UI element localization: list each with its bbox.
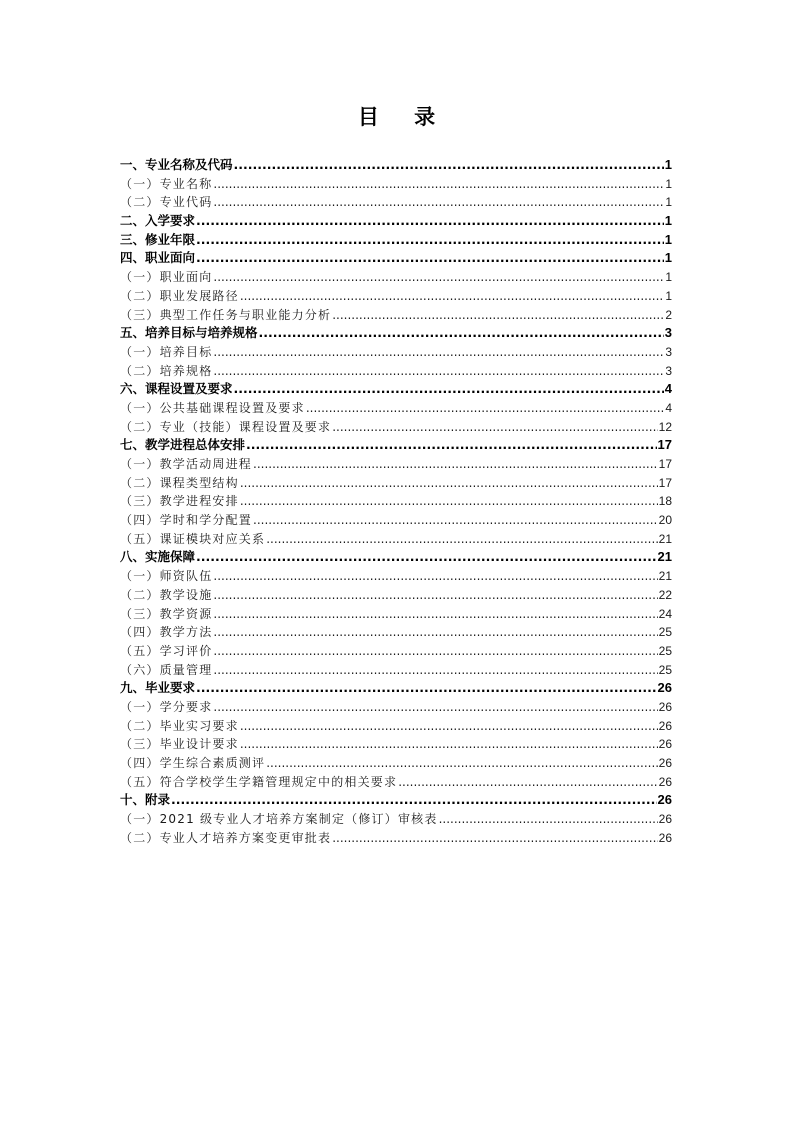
toc-section-entry[interactable] — [120, 343, 672, 362]
toc-entry-label: （三）教学进程安排 — [120, 494, 239, 509]
toc-dot-leader — [196, 679, 657, 698]
toc-section-entry[interactable] — [120, 399, 672, 418]
toc-entry-label: （一）职业面向 — [120, 270, 213, 285]
toc-page-number: 17 — [658, 457, 672, 471]
toc-dot-leader — [213, 661, 657, 680]
toc-dot-leader — [253, 511, 658, 530]
toc-entry-label: （一）专业名称 — [120, 176, 213, 191]
toc-section-entry[interactable] — [120, 567, 672, 586]
toc-page-number: 2 — [665, 307, 672, 322]
toc-entry-label: （三）教学资源 — [120, 606, 213, 621]
toc-dot-leader — [213, 193, 664, 212]
toc-dot-leader — [234, 380, 664, 399]
toc-page-number: 21 — [657, 549, 672, 565]
toc-dot-leader — [240, 287, 665, 306]
toc-section-entry[interactable] — [120, 511, 672, 530]
toc-entry-label: （二）职业发展路径 — [120, 288, 239, 303]
toc-section-entry[interactable] — [120, 362, 672, 381]
toc-section-entry[interactable] — [120, 810, 672, 829]
toc-entry-label: 二、入学要求 — [120, 213, 196, 229]
toc-page-number: 25 — [658, 643, 672, 658]
toc-entry-label: 九、毕业要求 — [120, 680, 196, 696]
toc-dot-leader — [196, 212, 664, 231]
toc-page-number: 26 — [657, 680, 672, 696]
toc-page-number: 26 — [658, 812, 672, 827]
toc-dot-leader — [332, 829, 657, 848]
toc-entry-label: （六）质量管理 — [120, 662, 213, 677]
toc-page-number: 4 — [665, 400, 672, 415]
toc-dot-leader — [240, 735, 658, 754]
toc-page-number: 26 — [657, 792, 672, 808]
toc-entry-label: （二）课程类型结构 — [120, 475, 239, 490]
toc-entry-label: （五）课证模块对应关系 — [120, 531, 266, 546]
toc-dot-leader — [266, 530, 657, 549]
toc-page-number: 26 — [658, 699, 672, 714]
toc-section-entry[interactable] — [120, 268, 672, 287]
toc-entry-label: （五）符合学校学生学籍管理规定中的相关要求 — [120, 774, 398, 789]
toc-page-number: 26 — [658, 756, 672, 770]
toc-chapter-entry[interactable] — [120, 156, 672, 175]
toc-entry-label: （二）培养规格 — [120, 363, 213, 378]
toc-dot-leader — [196, 249, 664, 268]
toc-entry-label: 四、职业面向 — [120, 250, 196, 266]
toc-entry-label: 三、修业年限 — [120, 231, 196, 247]
toc-dot-leader — [439, 810, 658, 829]
toc-entry-label: （一）2021 级专业人才培养方案制定（修订）审核表 — [120, 812, 438, 827]
toc-page-number: 22 — [658, 587, 672, 602]
toc-dot-leader — [266, 754, 657, 773]
toc-section-entry[interactable] — [120, 661, 672, 680]
toc-section-entry[interactable] — [120, 717, 672, 736]
toc-entry-label: （四）学生综合素质测评 — [120, 756, 266, 770]
toc-entry-label: （一）公共基础课程设置及要求 — [120, 400, 305, 415]
toc-entry-label: （三）毕业设计要求 — [120, 737, 239, 752]
toc-entry-label: 七、教学进程总体安排 — [120, 437, 246, 453]
table-of-contents — [120, 156, 672, 847]
toc-section-entry[interactable] — [120, 418, 672, 437]
toc-dot-leader — [213, 175, 664, 194]
toc-page-number: 4 — [664, 381, 672, 397]
toc-page-number: 26 — [658, 718, 672, 733]
toc-section-entry[interactable] — [120, 455, 672, 474]
toc-section-entry[interactable] — [120, 754, 672, 773]
toc-page-number: 26 — [658, 830, 672, 845]
toc-dot-leader — [306, 399, 665, 418]
toc-chapter-entry[interactable] — [120, 249, 672, 268]
toc-dot-leader — [196, 548, 657, 567]
toc-chapter-entry[interactable] — [120, 679, 672, 698]
toc-page-number: 1 — [664, 231, 672, 247]
toc-dot-leader — [240, 717, 658, 736]
toc-page-number: 18 — [658, 494, 672, 509]
toc-entry-label: （四）教学方法 — [120, 625, 213, 640]
toc-entry-label: 十、附录 — [120, 792, 171, 808]
toc-page-number: 12 — [658, 419, 672, 434]
toc-dot-leader — [213, 343, 664, 362]
toc-entry-label: 五、培养目标与培养规格 — [120, 325, 258, 341]
toc-page-number: 1 — [665, 195, 672, 210]
toc-section-entry[interactable] — [120, 586, 672, 605]
toc-dot-leader — [240, 474, 658, 493]
toc-section-entry[interactable] — [120, 735, 672, 754]
toc-entry-label: （二）专业（技能）课程设置及要求 — [120, 419, 332, 434]
toc-page-number: 3 — [665, 344, 672, 359]
toc-entry-label: 八、实施保障 — [120, 549, 196, 565]
toc-page-number: 25 — [658, 625, 672, 640]
toc-section-entry[interactable] — [120, 698, 672, 717]
toc-chapter-entry[interactable] — [120, 231, 672, 250]
toc-chapter-entry[interactable] — [120, 548, 672, 567]
toc-page-number: 3 — [664, 325, 672, 341]
toc-page-number: 21 — [658, 569, 672, 584]
toc-dot-leader — [171, 791, 657, 810]
toc-section-entry[interactable] — [120, 642, 672, 661]
toc-dot-leader — [213, 623, 657, 642]
toc-title: 目 录 — [357, 105, 450, 129]
toc-dot-leader — [253, 455, 658, 474]
toc-dot-leader — [213, 698, 657, 717]
toc-page-number: 25 — [658, 662, 672, 677]
toc-entry-label: 一、专业名称及代码 — [120, 157, 233, 172]
toc-dot-leader — [213, 362, 664, 381]
toc-section-entry[interactable] — [120, 492, 672, 511]
toc-dot-leader — [213, 642, 657, 661]
toc-entry-label: （二）教学设施 — [120, 587, 213, 602]
toc-dot-leader — [196, 231, 664, 250]
toc-section-entry[interactable] — [120, 530, 672, 549]
toc-entry-label: （一）师资队伍 — [120, 569, 213, 584]
toc-page-number: 3 — [665, 363, 672, 378]
toc-page-number: 24 — [658, 606, 672, 621]
toc-page-number: 1 — [665, 288, 672, 303]
toc-entry-label: （四）学时和学分配置 — [120, 513, 253, 528]
toc-page-number: 1 — [665, 270, 672, 285]
toc-entry-label: （三）典型工作任务与职业能力分析 — [120, 307, 332, 322]
toc-page-number: 1 — [664, 157, 672, 172]
toc-page-number: 17 — [657, 437, 672, 453]
toc-chapter-entry[interactable] — [120, 791, 672, 810]
toc-page-number: 20 — [658, 513, 672, 528]
toc-section-entry[interactable] — [120, 287, 672, 306]
toc-dot-leader — [213, 268, 664, 287]
toc-section-entry[interactable] — [120, 623, 672, 642]
toc-page-number: 1 — [665, 176, 672, 191]
toc-chapter-entry[interactable] — [120, 212, 672, 231]
toc-entry-label: 六、课程设置及要求 — [120, 381, 233, 397]
toc-dot-leader — [332, 306, 664, 325]
toc-page-number: 26 — [658, 737, 672, 752]
toc-chapter-entry[interactable] — [120, 324, 672, 343]
toc-section-entry[interactable] — [120, 829, 672, 848]
toc-dot-leader — [259, 324, 664, 343]
toc-entry-label: （一）教学活动周进程 — [120, 457, 253, 471]
toc-page-number: 1 — [664, 213, 672, 229]
toc-entry-label: （二）专业代码 — [120, 195, 213, 210]
toc-section-entry[interactable] — [120, 193, 672, 212]
toc-dot-leader — [213, 605, 657, 624]
toc-chapter-entry[interactable] — [120, 380, 672, 399]
toc-dot-leader — [246, 436, 657, 455]
toc-dot-leader — [213, 567, 657, 586]
toc-section-entry[interactable] — [120, 773, 672, 792]
toc-dot-leader — [398, 773, 657, 792]
toc-page-number: 17 — [658, 475, 672, 490]
toc-entry-label: （五）学习评价 — [120, 643, 213, 658]
toc-page-number: 1 — [664, 250, 672, 266]
toc-chapter-entry[interactable] — [120, 436, 672, 455]
toc-dot-leader — [332, 418, 657, 437]
toc-section-entry[interactable] — [120, 306, 672, 325]
toc-dot-leader — [234, 156, 664, 175]
toc-entry-label: （二）专业人才培养方案变更审批表 — [120, 830, 332, 845]
toc-entry-label: （一）学分要求 — [120, 699, 213, 714]
toc-section-entry[interactable] — [120, 175, 672, 194]
toc-page-number: 26 — [658, 774, 672, 789]
toc-section-entry[interactable] — [120, 605, 672, 624]
toc-section-entry[interactable] — [120, 474, 672, 493]
toc-dot-leader — [240, 492, 658, 511]
toc-entry-label: （二）毕业实习要求 — [120, 718, 239, 733]
toc-dot-leader — [213, 586, 657, 605]
toc-entry-label: （一）培养目标 — [120, 344, 213, 359]
toc-page-number: 21 — [658, 531, 672, 546]
